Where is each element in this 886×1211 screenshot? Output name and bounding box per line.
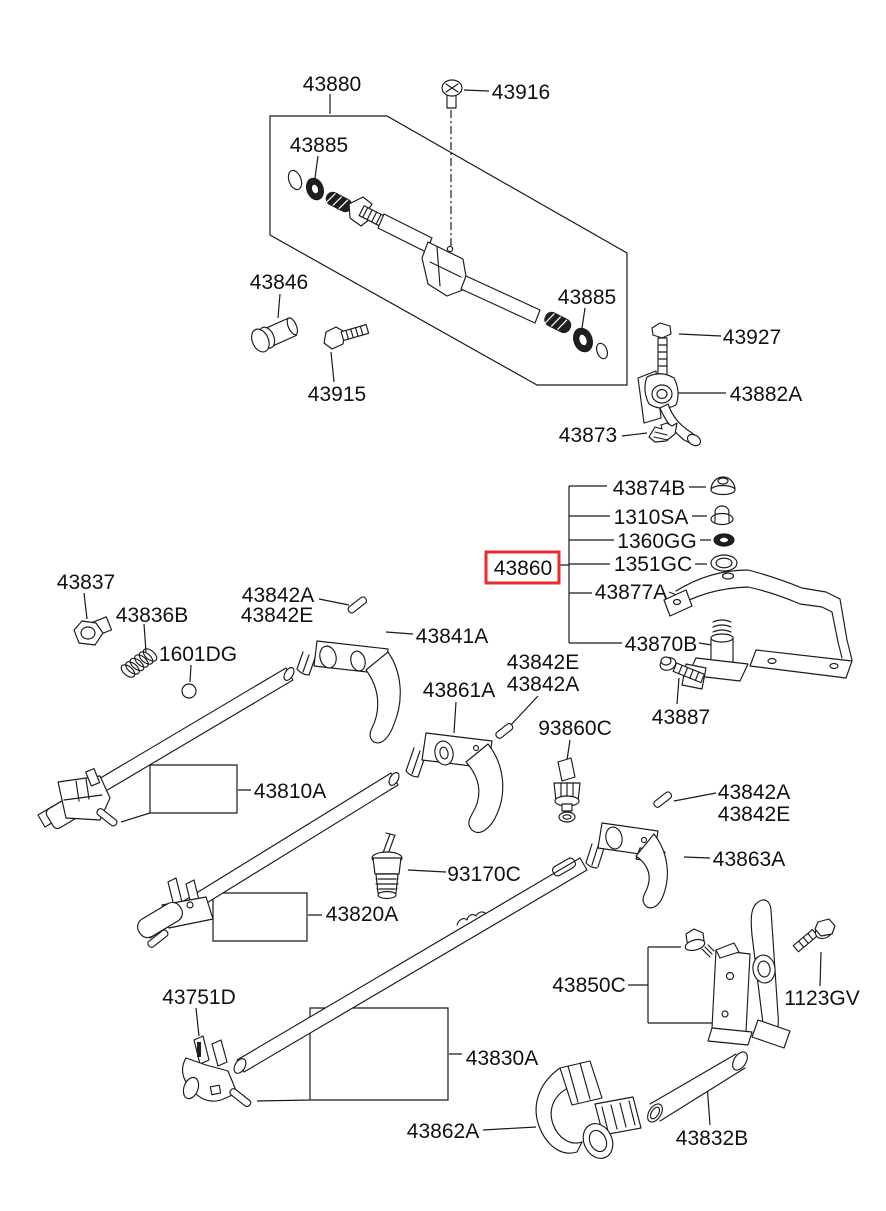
part-label-43846[interactable]: 43846 [249,271,309,294]
part-label-43842A-left[interactable]: 43842A [241,584,315,607]
bracket-box-43810A [121,765,251,822]
part-label-43860-selected[interactable]: 43860 [493,557,553,580]
part-label-43850C[interactable]: 43850C [552,974,626,997]
part-label-1601DG[interactable]: 1601DG [158,643,238,666]
part-label-43842E-mid[interactable]: 43842E [506,651,580,674]
part-label-43832B[interactable]: 43832B [675,1127,749,1150]
part-label-43880[interactable]: 43880 [302,73,362,96]
part-label-1310SA[interactable]: 1310SA [613,506,689,529]
part-93170C-switch [372,833,402,899]
part-label-93170C[interactable]: 93170C [447,863,521,886]
part-43862A-shift-fork [536,1061,641,1163]
part-43916-bolt [442,80,462,108]
part-43841A-shift-fork [297,641,400,743]
part-43836B-spring [119,646,159,679]
leaders-right-mid [674,793,716,858]
part-43850C-bracket-assembly [684,900,790,1048]
part-43830A-shift-rail [232,857,587,1076]
part-43915-bolt [324,325,369,349]
part-label-1123GV[interactable]: 1123GV [784,987,860,1010]
part-1601DG-ball [182,684,196,698]
part-label-43842A-mid[interactable]: 43842A [506,673,580,696]
part-label-43841A[interactable]: 43841A [415,625,489,648]
part-label-43830A[interactable]: 43830A [465,1047,539,1070]
part-43842-pin-right [653,791,673,809]
part-1360GG-washer [714,534,734,546]
part-43842-pin-left [347,596,368,614]
part-43877A-bracket [664,570,852,678]
part-43874B-cap [711,477,735,495]
part-label-43873[interactable]: 43873 [558,424,618,447]
part-43810A-shift-rail [38,666,296,830]
part-43873-clip [649,423,677,442]
leader-lines [84,90,821,1130]
part-1123GV-bolt [793,919,835,952]
part-43837-plug [74,617,112,645]
part-label-43842A-right[interactable]: 43842A [717,781,791,804]
part-label-43916[interactable]: 43916 [491,81,551,104]
part-label-43874B[interactable]: 43874B [612,477,686,500]
part-label-93860C[interactable]: 93860C [538,717,612,740]
part-label-43877A[interactable]: 43877A [594,581,668,604]
part-label-43882A[interactable]: 43882A [729,383,803,406]
part-label-43810A[interactable]: 43810A [253,780,327,803]
part-label-43751D[interactable]: 43751D [162,986,236,1009]
part-label-43887[interactable]: 43887 [651,706,711,729]
part-label-43862A[interactable]: 43862A [406,1120,480,1143]
part-43927-bolt [652,323,671,376]
part-1351GC-washer [711,555,737,571]
part-label-43915[interactable]: 43915 [307,383,367,406]
part-label-43870B[interactable]: 43870B [624,633,698,656]
part-label-43927[interactable]: 43927 [722,326,782,349]
part-label-43820A[interactable]: 43820A [325,903,399,926]
part-1310SA-nut [711,506,733,525]
part-label-43842E-right[interactable]: 43842E [717,803,791,826]
part-label-43836B[interactable]: 43836B [115,604,189,627]
part-label-43885-right[interactable]: 43885 [557,286,617,309]
part-label-43842E-left[interactable]: 43842E [240,604,314,627]
part-label-1360GG[interactable]: 1360GG [617,530,697,553]
part-93860C-switch [554,758,580,822]
part-label-43885-left[interactable]: 43885 [289,134,349,157]
part-label-43837[interactable]: 43837 [56,571,116,594]
part-label-1351GC[interactable]: 1351GC [613,553,693,576]
part-label-43861A[interactable]: 43861A [422,679,496,702]
part-43861A-shift-fork [406,722,514,832]
part-label-43863A[interactable]: 43863A [712,848,786,871]
part-43832B-tube [645,1049,751,1124]
part-43863A-shift-fork [586,823,667,908]
part-43846-plug [248,314,301,355]
